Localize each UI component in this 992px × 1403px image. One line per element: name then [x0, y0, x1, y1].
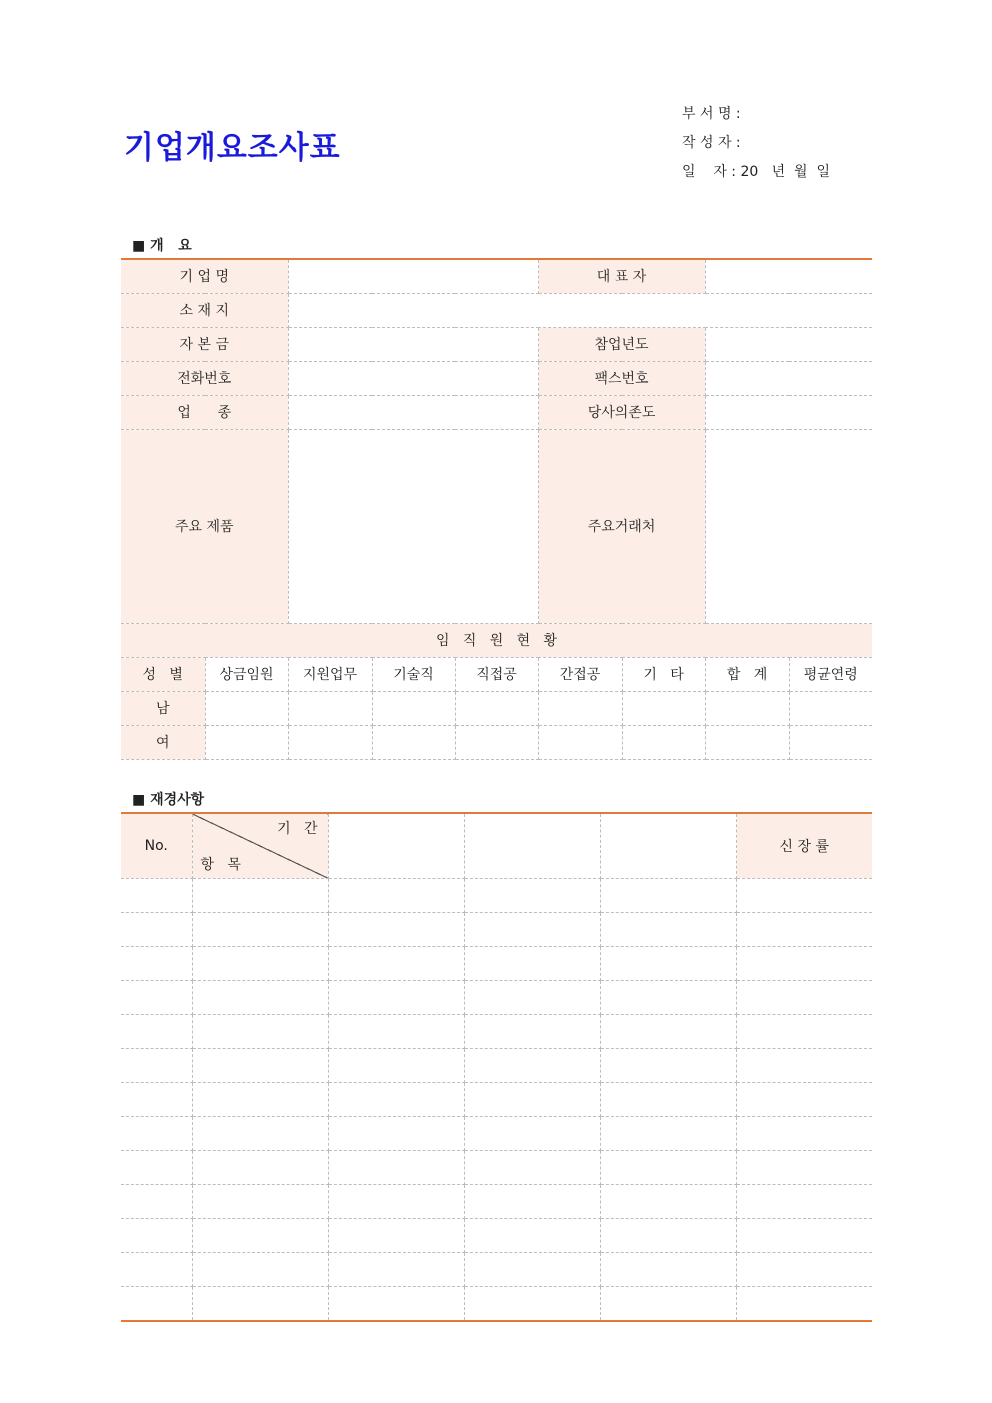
staff-cell[interactable] [205, 691, 288, 725]
staff-cell[interactable] [455, 725, 538, 759]
finance-cell[interactable] [464, 1219, 600, 1253]
finance-cell[interactable] [121, 1185, 192, 1219]
staff-cell[interactable] [538, 691, 622, 725]
finance-cell[interactable] [600, 981, 736, 1015]
fax-label: 팩스번호 [538, 361, 705, 395]
finance-cell[interactable] [328, 1015, 464, 1049]
growth-header: 신 장 률 [736, 813, 872, 879]
staff-header-indirect: 간접공 [538, 657, 622, 691]
staff-header-direct: 직접공 [455, 657, 538, 691]
finance-cell[interactable] [192, 1117, 328, 1151]
finance-cell[interactable] [736, 1287, 872, 1321]
finance-cell[interactable] [464, 1015, 600, 1049]
finance-cell[interactable] [121, 981, 192, 1015]
finance-cell[interactable] [600, 1083, 736, 1117]
finance-row [121, 913, 872, 947]
finance-cell[interactable] [328, 913, 464, 947]
phone-label: 전화번호 [121, 361, 288, 395]
finance-cell[interactable] [121, 879, 192, 913]
staff-cell[interactable] [789, 725, 872, 759]
finance-cell[interactable] [328, 1151, 464, 1185]
finance-cell[interactable] [328, 981, 464, 1015]
finance-cell[interactable] [121, 947, 192, 981]
finance-cell[interactable] [328, 1185, 464, 1219]
staff-header-avg-age: 평균연령 [789, 657, 872, 691]
dependency-value[interactable] [705, 395, 872, 429]
main-clients-label: 주요거래처 [538, 429, 705, 623]
finance-row [121, 1185, 872, 1219]
finance-cell[interactable] [600, 1185, 736, 1219]
period-cell-1[interactable] [328, 813, 464, 879]
finance-cell[interactable] [464, 1117, 600, 1151]
finance-cell[interactable] [328, 1117, 464, 1151]
finance-cell[interactable] [736, 1219, 872, 1253]
item-label: 항 목 [200, 857, 241, 873]
finance-cell[interactable] [464, 1083, 600, 1117]
staff-row-female-label: 여 [121, 725, 205, 759]
finance-cell[interactable] [192, 879, 328, 913]
finance-cell[interactable] [736, 1015, 872, 1049]
finance-cell[interactable] [600, 1219, 736, 1253]
finance-cell[interactable] [328, 1083, 464, 1117]
capital-value[interactable] [288, 327, 538, 361]
period-cell-2[interactable] [464, 813, 600, 879]
finance-row [121, 1083, 872, 1117]
finance-cell[interactable] [600, 947, 736, 981]
main-products-value[interactable] [288, 429, 538, 623]
finance-cell[interactable] [121, 1151, 192, 1185]
finance-cell[interactable] [192, 1049, 328, 1083]
finance-cell[interactable] [736, 1253, 872, 1287]
finance-cell[interactable] [600, 1253, 736, 1287]
staff-cell[interactable] [205, 725, 288, 759]
finance-cell[interactable] [600, 1151, 736, 1185]
period-cell-3[interactable] [600, 813, 736, 879]
finance-cell[interactable] [192, 1253, 328, 1287]
finance-cell[interactable] [464, 1151, 600, 1185]
staff-cell[interactable] [622, 691, 705, 725]
staff-header-other: 기 타 [622, 657, 705, 691]
finance-cell[interactable] [328, 1219, 464, 1253]
date-field: 일 자 : 20 년 월 일 [682, 164, 831, 180]
location-value[interactable] [288, 293, 872, 327]
finance-cell[interactable] [192, 1083, 328, 1117]
finance-cell[interactable] [736, 1151, 872, 1185]
overview-heading: ■ 개 요 [132, 238, 192, 254]
finance-heading: ■ 재경사항 [132, 792, 205, 808]
finance-cell[interactable] [600, 1015, 736, 1049]
finance-cell[interactable] [328, 879, 464, 913]
finance-cell[interactable] [121, 913, 192, 947]
finance-cell[interactable] [736, 981, 872, 1015]
finance-cell[interactable] [464, 1049, 600, 1083]
finance-row [121, 1117, 872, 1151]
author-field: 작 성 자 : [682, 135, 741, 151]
finance-cell[interactable] [600, 1049, 736, 1083]
no-header: No. [121, 813, 192, 879]
location-label: 소 재 지 [121, 293, 288, 327]
ceo-value[interactable] [705, 259, 872, 293]
document-meta [682, 104, 830, 191]
finance-row [121, 879, 872, 913]
finance-cell[interactable] [328, 1049, 464, 1083]
finance-cell[interactable] [192, 1219, 328, 1253]
page-title: 기업개요조사표 [124, 130, 341, 166]
staff-cell[interactable] [705, 691, 789, 725]
finance-cell[interactable] [192, 1185, 328, 1219]
finance-cell[interactable] [121, 1253, 192, 1287]
finance-cell[interactable] [736, 1049, 872, 1083]
finance-cell[interactable] [121, 1117, 192, 1151]
finance-cell[interactable] [464, 913, 600, 947]
finance-cell[interactable] [736, 879, 872, 913]
company-name-label: 기 업 명 [121, 259, 288, 293]
staff-header-technical: 기술직 [372, 657, 455, 691]
finance-cell[interactable] [192, 1015, 328, 1049]
staff-cell[interactable] [705, 725, 789, 759]
finance-cell[interactable] [328, 947, 464, 981]
founded-value[interactable] [705, 327, 872, 361]
finance-row [121, 1287, 872, 1321]
staff-header-gender: 성 별 [121, 657, 205, 691]
staff-cell[interactable] [372, 691, 455, 725]
finance-row [121, 1219, 872, 1253]
staff-cell[interactable] [538, 725, 622, 759]
staff-cell[interactable] [455, 691, 538, 725]
finance-row [121, 1253, 872, 1287]
overview-table [121, 258, 872, 760]
finance-cell[interactable] [600, 1117, 736, 1151]
finance-cell[interactable] [192, 1151, 328, 1185]
finance-cell[interactable] [464, 1253, 600, 1287]
staff-cell[interactable] [372, 725, 455, 759]
finance-row [121, 1049, 872, 1083]
staff-cell[interactable] [288, 691, 372, 725]
main-clients-value[interactable] [705, 429, 872, 623]
finance-row [121, 947, 872, 981]
capital-label: 자 본 금 [121, 327, 288, 361]
finance-cell[interactable] [192, 1287, 328, 1321]
finance-cell[interactable] [192, 947, 328, 981]
finance-cell[interactable] [464, 879, 600, 913]
main-products-label: 주요 제품 [121, 429, 288, 623]
company-name-value[interactable] [288, 259, 538, 293]
finance-row [121, 1151, 872, 1185]
staff-header-total: 합 계 [705, 657, 789, 691]
staff-header-executive: 상금임원 [205, 657, 288, 691]
period-label: 기 간 [277, 821, 318, 837]
staff-row-male-label: 남 [121, 691, 205, 725]
finance-cell[interactable] [464, 947, 600, 981]
finance-cell[interactable] [600, 913, 736, 947]
dependency-label: 당사의존도 [538, 395, 705, 429]
industry-value[interactable] [288, 395, 538, 429]
fax-value[interactable] [705, 361, 872, 395]
staff-cell[interactable] [789, 691, 872, 725]
finance-cell[interactable] [192, 981, 328, 1015]
ceo-label: 대 표 자 [538, 259, 705, 293]
staff-cell[interactable] [288, 725, 372, 759]
finance-cell[interactable] [464, 1287, 600, 1321]
finance-cell[interactable] [464, 981, 600, 1015]
period-item-header [192, 813, 328, 879]
finance-cell[interactable] [736, 1185, 872, 1219]
staff-status-title: 임 직 원 현 황 [121, 623, 872, 657]
finance-cell[interactable] [736, 1083, 872, 1117]
finance-cell[interactable] [121, 1083, 192, 1117]
finance-cell[interactable] [121, 1219, 192, 1253]
finance-cell[interactable] [121, 1049, 192, 1083]
finance-cell[interactable] [121, 1287, 192, 1321]
finance-cell[interactable] [600, 1287, 736, 1321]
finance-cell[interactable] [736, 913, 872, 947]
founded-label: 참업년도 [538, 327, 705, 361]
finance-cell[interactable] [328, 1287, 464, 1321]
finance-row [121, 1015, 872, 1049]
finance-cell[interactable] [192, 913, 328, 947]
dept-field: 부 서 명 : [682, 106, 741, 122]
phone-value[interactable] [288, 361, 538, 395]
finance-cell[interactable] [328, 1253, 464, 1287]
finance-table [121, 812, 872, 1322]
finance-cell[interactable] [121, 1015, 192, 1049]
finance-row [121, 981, 872, 1015]
staff-cell[interactable] [622, 725, 705, 759]
finance-cell[interactable] [736, 1117, 872, 1151]
finance-cell[interactable] [600, 879, 736, 913]
finance-cell[interactable] [464, 1185, 600, 1219]
finance-cell[interactable] [736, 947, 872, 981]
industry-label: 업 종 [121, 395, 288, 429]
staff-header-support: 지원업무 [288, 657, 372, 691]
